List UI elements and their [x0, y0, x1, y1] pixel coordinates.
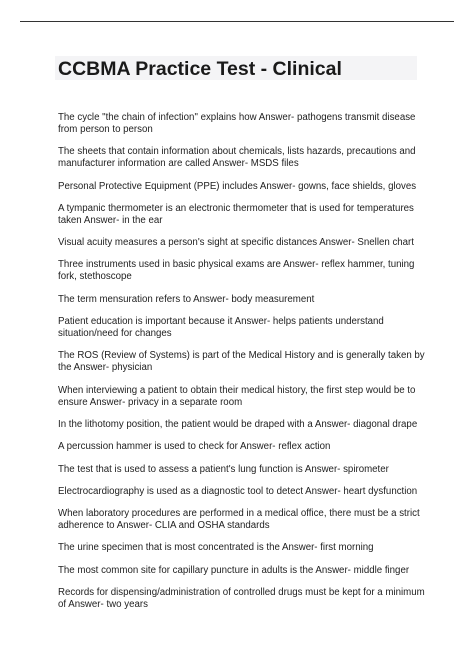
qa-item-14: Electrocardiography is used as a diagnostic tool to detect Answer- heart dysfunction — [58, 485, 418, 497]
qa-item-1: The cycle "the chain of infection" explains how Answer- pathogens transmit disease from person to person — [58, 112, 416, 135]
qa-item-12: A percussion hammer is used to check for Answer- reflex action — [58, 441, 331, 453]
qa-item-18: Records for dispensing/administration of controlled drugs must be kept for a minimum of Answer- two years — [58, 587, 425, 611]
qa-item-4: A tympanic thermometer is an electronic thermometer that is used for temperatures taken Answer- in the ear — [58, 202, 414, 226]
qa-item-8: Patient education is important because it Answer- helps patients understand situation/need for changes — [58, 316, 384, 340]
qa-item-6: Three instruments used in basic physical exams are Answer- reflex hammer, tuning fork, stethoscope — [58, 259, 415, 283]
question-answer-list — [58, 112, 428, 611]
qa-item-10: When interviewing a patient to obtain their medical history, the first step would be to ensure Answer- privacy in a separate room — [58, 384, 416, 408]
qa-item-16: The urine specimen that is most concentrated is the Answer- first morning — [58, 542, 374, 554]
page-title: CCBMA Practice Test - Clinical — [58, 58, 342, 80]
qa-item-9: The ROS (Review of Systems) is part of the Medical History and is generally taken by the Answer- physician — [58, 350, 425, 374]
qa-item-3: Personal Protective Equipment (PPE) includes Answer- gowns, face shields, gloves — [58, 180, 417, 192]
qa-item-5: Visual acuity measures a person's sight at specific distances Answer- Snellen chart — [58, 237, 414, 249]
qa-item-15: When laboratory procedures are performed in a medical office, there must be a strict adherence to Answer- CLIA and OSHA standards — [58, 508, 420, 532]
qa-item-2: The sheets that contain information about chemicals, lists hazards, precautions and manufacturer information are called Answer- MSDS files — [58, 146, 416, 170]
qa-item-17: The most common site for capillary puncture in adults is the Answer- middle finger — [58, 564, 410, 576]
qa-item-11: In the lithotomy position, the patient would be draped with a Answer- diagonal drape — [58, 418, 418, 430]
qa-item-7: The term mensuration refers to Answer- body measurement — [58, 293, 315, 305]
top-divider — [20, 21, 454, 22]
qa-item-13: The test that is used to assess a patient's lung function is Answer- spirometer — [58, 463, 389, 475]
